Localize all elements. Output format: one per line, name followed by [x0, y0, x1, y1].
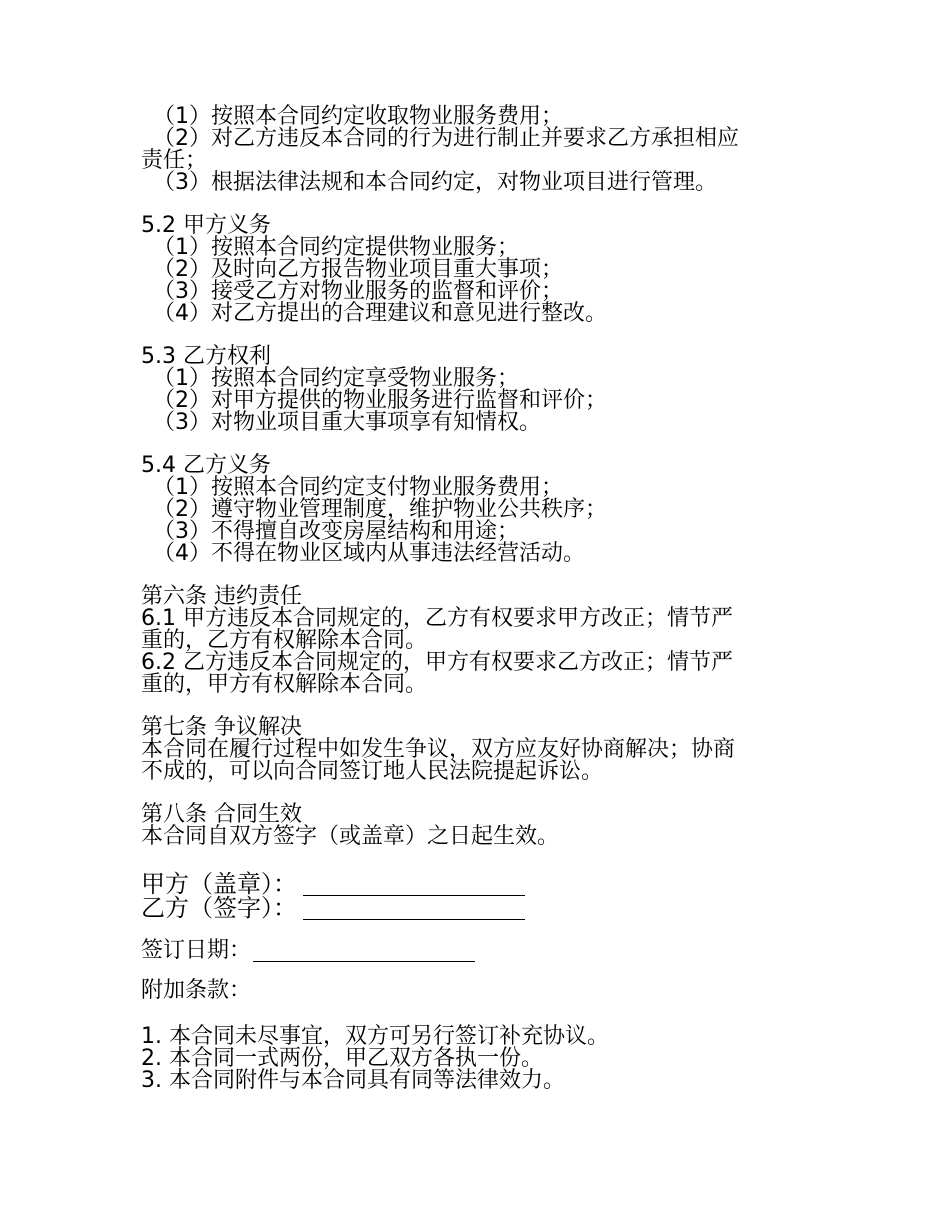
article-8 [141, 804, 821, 848]
article-7-heading: 第七条 争议解决 [141, 715, 302, 740]
clause-5-1-item-1: （1）按照本合同约定收取物业服务费用； [153, 104, 563, 129]
party-a-signature-row [141, 872, 821, 896]
signature-block [141, 872, 821, 920]
clause-5-1-item-2: （2）对乙方违反本合同的行为进行制止并要求乙方承担相应 [153, 126, 739, 151]
article-7-line-1: 本合同在履行过程中如发生争议，双方应友好协商解决；协商 [141, 737, 736, 762]
clause-5-2-item-2: （2）及时向乙方报告物业项目重大事项； [153, 257, 563, 282]
sign-date-line[interactable] [253, 941, 475, 962]
appendix-item-2: 2. 本合同一式两份，甲乙双方各执一份。 [141, 1046, 543, 1071]
section-5-3-heading: 5.3 乙方权利 [141, 344, 271, 369]
appendix-heading: 附加条款： [141, 978, 252, 1003]
article-8-line-1: 本合同自双方签字（或盖章）之日起生效。 [141, 824, 560, 849]
article-7-line-2: 不成的，可以向合同签订地人民法院提起诉讼。 [141, 759, 604, 784]
article-6 [141, 586, 821, 696]
article-6-line-3: 6.2 乙方违反本合同规定的，甲方有权要求乙方改正；情节严 [141, 650, 733, 675]
clause-5-1-item-3: （3）根据法律法规和本合同约定，对物业项目进行管理。 [153, 170, 717, 195]
clause-5-2-item-4: （4）对乙方提出的合理建议和意见进行整改。 [153, 301, 607, 326]
clause-5-3-item-3: （3）对物业项目重大事项享有知情权。 [153, 410, 541, 435]
party-b-signature-line[interactable] [303, 899, 525, 920]
article-6-line-1: 6.1 甲方违反本合同规定的，乙方有权要求甲方改正；情节严 [141, 606, 733, 631]
clause-5-3-item-1: （1）按照本合同约定享受物业服务； [153, 366, 519, 391]
appendix-item-3: 3. 本合同附件与本合同具有同等法律效力。 [141, 1068, 565, 1093]
article-6-line-2: 重的，乙方有权解除本合同。 [141, 628, 428, 653]
clause-5-3-item-2: （2）对甲方提供的物业服务进行监督和评价； [153, 388, 607, 413]
clause-5-4-item-3: （3）不得擅自改变房屋结构和用途； [153, 519, 519, 544]
section-5-2-heading: 5.2 甲方义务 [141, 213, 271, 238]
section-5-1-items [141, 106, 821, 194]
contract-page [141, 106, 821, 1092]
article-7 [141, 717, 821, 783]
clause-5-4-item-1: （1）按照本合同约定支付物业服务费用； [153, 475, 563, 500]
party-b-signature-row [141, 896, 821, 920]
article-6-line-4: 重的，甲方有权解除本合同。 [141, 672, 428, 697]
appendix [141, 980, 821, 1092]
section-5-4 [141, 455, 821, 565]
section-5-3 [141, 346, 821, 434]
article-8-heading: 第八条 合同生效 [141, 802, 302, 827]
clause-5-4-item-4: （4）不得在物业区域内从事违法经营活动。 [153, 541, 585, 566]
article-6-heading: 第六条 违约责任 [141, 584, 302, 609]
clause-5-2-item-1: （1）按照本合同约定提供物业服务； [153, 235, 519, 260]
appendix-item-1: 1. 本合同未尽事宜，双方可另行签订补充协议。 [141, 1024, 609, 1049]
party-a-label: 甲方（盖章）： [141, 870, 297, 898]
clause-5-4-item-2: （2）遵守物业管理制度，维护物业公共秩序； [153, 497, 607, 522]
clause-5-1-item-2-cont: 责任； [141, 148, 208, 173]
party-b-label: 乙方（签字）： [141, 894, 297, 922]
sign-date-row [141, 940, 821, 962]
section-5-2 [141, 215, 821, 325]
clause-5-2-item-3: （3）接受乙方对物业服务的监督和评价； [153, 279, 563, 304]
party-a-signature-line[interactable] [303, 875, 525, 896]
section-5-4-heading: 5.4 乙方义务 [141, 453, 271, 478]
sign-date-label: 签订日期： [141, 938, 252, 963]
